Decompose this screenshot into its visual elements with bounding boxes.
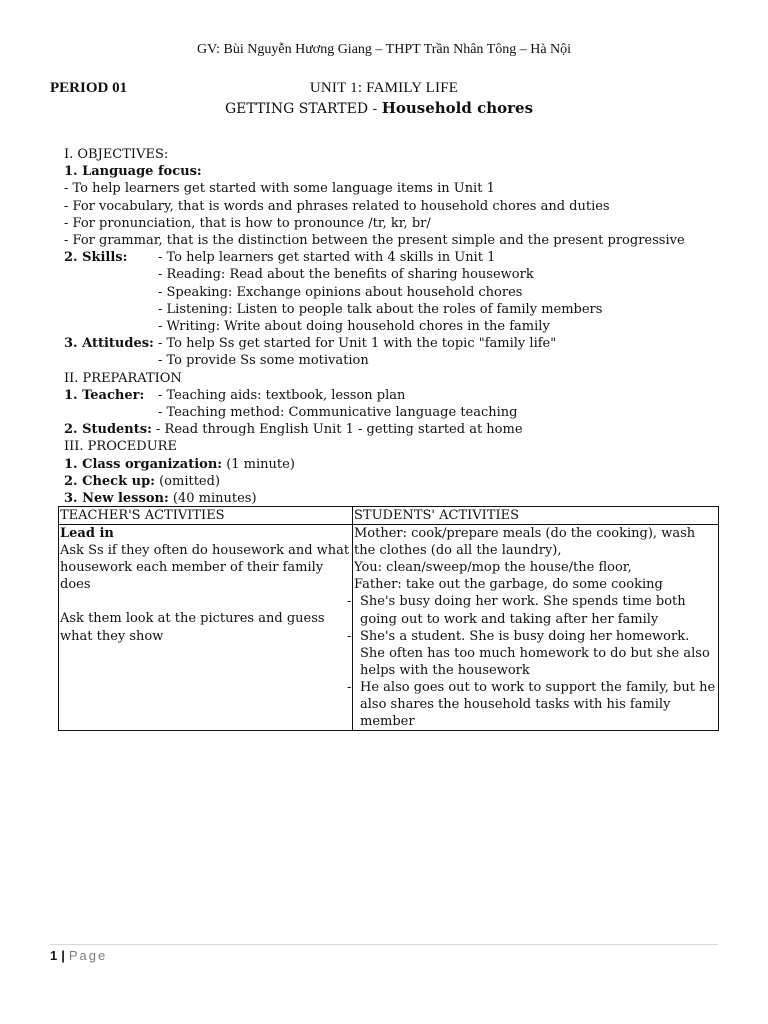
student-bullet [347, 593, 717, 627]
class-organization-row [64, 456, 724, 473]
student-answer: You: clean/sweep/mop the house/the floor, [354, 560, 632, 576]
student-bullet [347, 679, 717, 730]
skills-item: - Listening: Listen to people talk about the roles of family members [158, 301, 603, 317]
footer-divider [50, 944, 718, 945]
skills-item: - Writing: Write about doing household chores in the family [158, 319, 550, 335]
table-header-row [59, 507, 719, 525]
attitudes-item: - To help Ss get started for Unit 1 with the topic "family life" [158, 336, 557, 352]
language-focus-label [64, 163, 724, 180]
skills-label: 2. Skills: [64, 250, 128, 266]
objectives-heading: I. OBJECTIVES: [64, 147, 169, 162]
class-organization-label: 1. Class organization: [64, 456, 223, 472]
attitudes-row [64, 335, 724, 352]
new-lesson-label: 3. New lesson: [64, 491, 169, 507]
lesson-plan-body [64, 146, 724, 507]
student-bullet-text: She's a student. She is busy doing her homework. She often has too much homework to do but she also helps with the housework [360, 628, 710, 678]
language-focus-item: - For pronunciation, that is how to pronounce /tr, kr, br/ [64, 215, 431, 231]
students-label: 2. Students: [64, 422, 152, 438]
dash-marker: - [347, 628, 352, 644]
new-lesson-value: (40 minutes) [168, 491, 257, 507]
new-lesson-row [64, 490, 724, 507]
student-activities-cell [347, 525, 719, 731]
skills-row [64, 249, 724, 266]
class-organization-value: (1 minute) [222, 456, 295, 472]
skills-item: - To help learners get started with 4 skills in Unit 1 [158, 250, 496, 266]
footer-separator: | [61, 948, 65, 963]
check-up-value: (omitted) [154, 473, 221, 489]
teacher-activity: Ask them look at the pictures and guess what they show [60, 611, 325, 644]
teacher-row [64, 387, 724, 404]
dash-marker: - [347, 679, 352, 695]
lead-in-label: Lead in [60, 526, 114, 542]
teacher-item: - Teaching aids: textbook, lesson plan [158, 387, 406, 403]
students-text: - Read through English Unit 1 - getting started at home [151, 422, 523, 438]
activities-table [58, 506, 719, 731]
language-focus-item: - For grammar, that is the distinction between the present simple and the present progressive [64, 233, 685, 249]
unit-title: UNIT 1: FAMILY LIFE [309, 80, 459, 96]
teacher-activities-cell [59, 525, 353, 731]
language-focus-item: - For vocabulary, that is words and phrases related to household chores and duties [64, 198, 610, 214]
attitudes-label: 3. Attitudes: [64, 336, 154, 352]
check-up-label: 2. Check up: [64, 473, 155, 489]
page-header: GV: Bùi Nguyễn Hương Giang – THPT Trần Nhân Tông – Hà Nội [196, 42, 572, 57]
preparation-heading: II. PREPARATION [64, 370, 182, 386]
student-answer: Mother: cook/prepare meals (do the cooking), wash the clothes (do all the laundry), [354, 526, 696, 559]
skills-item: - Speaking: Exchange opinions about household chores [158, 284, 523, 300]
student-activities-header: STUDENTS' ACTIVITIES [353, 507, 719, 525]
teacher-activities-header: TEACHER'S ACTIVITIES [59, 507, 353, 525]
check-up-row [64, 473, 724, 490]
page-footer [50, 948, 107, 963]
student-bullet [347, 628, 717, 679]
student-bullet-text: She's busy doing her work. She spends time both going out to work and taking after her family [360, 594, 686, 627]
blank-line [60, 593, 351, 610]
skills-item: - Reading: Read about the benefits of sharing housework [158, 267, 534, 283]
page-label: Page [68, 948, 108, 963]
teacher-activity: Ask Ss if they often do housework and what housework each member of their family does [60, 543, 350, 593]
subtitle-prefix: GETTING STARTED - [224, 101, 382, 117]
page-number: 1 [50, 948, 58, 963]
teacher-label: 1. Teacher: [64, 387, 145, 403]
procedure-heading: III. PROCEDURE [64, 439, 177, 455]
lesson-subtitle [0, 99, 758, 117]
subtitle-bold: Household chores [381, 99, 534, 117]
table-row [59, 525, 719, 731]
language-focus-label-text: 1. Language focus: [64, 164, 202, 180]
attitudes-item: - To provide Ss some motivation [158, 353, 369, 369]
student-bullet-text: He also goes out to work to support the family, but he also shares the household tasks with his family member [360, 679, 716, 730]
student-answer: Father: take out the garbage, do some cooking [354, 577, 663, 593]
students-row [64, 421, 724, 438]
period-label: PERIOD 01 [50, 80, 128, 96]
language-focus-item: - To help learners get started with some language items in Unit 1 [64, 181, 495, 197]
dash-marker: - [347, 594, 352, 610]
teacher-item: - Teaching method: Communicative language teaching [158, 405, 518, 421]
